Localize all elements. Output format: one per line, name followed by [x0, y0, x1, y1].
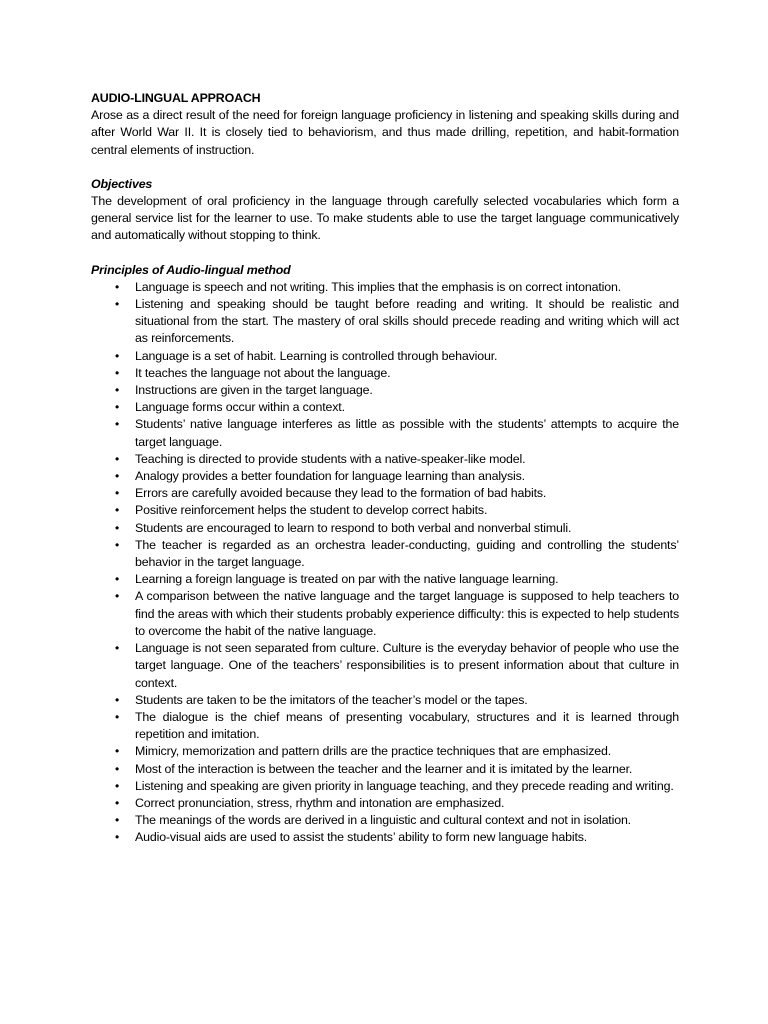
list-item-text: The dialogue is the chief means of presenting vocabulary, structures and it is learned through repetition and imitation.: [135, 709, 679, 742]
intro-paragraph: Arose as a direct result of the need for foreign language proficiency in listening and speaking skills during and after World War II. It is closely tied to behaviorism, and thus made drilling, repetition, and habit-formation central elements of instruction.: [91, 108, 679, 157]
bullet-icon: •: [115, 813, 120, 828]
objectives-heading: Objectives: [91, 176, 153, 191]
list-item: [91, 640, 679, 692]
bullet-icon: •: [115, 537, 120, 552]
list-item-text: Audio-visual aids are used to assist the students’ ability to form new language habits.: [135, 830, 588, 845]
list-item: [91, 812, 679, 829]
list-item: [91, 468, 679, 485]
list-item-text: Listening and speaking are given priority in language teaching, and they precede reading and writing.: [135, 778, 674, 793]
bullet-icon: •: [115, 830, 120, 845]
list-item-text: The teacher is regarded as an orchestra leader-conducting, guiding and controlling the students’ behavior in the target language.: [135, 537, 679, 570]
list-item-text: Analogy provides a better foundation for language learning than analysis.: [135, 469, 525, 484]
bullet-icon: •: [115, 417, 120, 432]
list-item-text: Teaching is directed to provide students with a native-speaker-like model.: [135, 451, 526, 466]
list-item: [91, 279, 679, 296]
bullet-icon: •: [115, 692, 120, 707]
list-item: [91, 399, 679, 416]
bullet-icon: •: [115, 589, 120, 604]
list-item: [91, 795, 679, 812]
bullet-icon: •: [115, 795, 120, 810]
list-item-text: Most of the interaction is between the teacher and the learner and it is imitated by the learner.: [135, 761, 633, 776]
bullet-icon: •: [115, 744, 120, 759]
objectives-paragraph: The development of oral proficiency in the language through carefully selected vocabularies which form a general service list for the learner to use. To make students able to use the target language communicatively and automatically without stopping to think.: [91, 194, 679, 243]
list-item: [91, 692, 679, 709]
bullet-icon: •: [115, 297, 120, 312]
list-item: [91, 296, 679, 348]
list-item: [91, 502, 679, 519]
list-item: [91, 778, 679, 795]
bullet-icon: •: [115, 365, 120, 380]
list-item: [91, 416, 679, 450]
list-item: [91, 829, 679, 846]
bullet-icon: •: [115, 572, 120, 587]
bullet-icon: •: [115, 400, 120, 415]
bullet-icon: •: [115, 761, 120, 776]
list-item-text: Instructions are given in the target language.: [135, 383, 373, 398]
bullet-icon: •: [115, 641, 120, 656]
list-item-text: A comparison between the native language and the target language is supposed to help teachers to find the areas with which their students probably experience difficulty: this is expected to help students to overcome the habit of the native language.: [135, 589, 679, 638]
list-item: [91, 588, 679, 640]
list-item-text: Errors are carefully avoided because they lead to the formation of bad habits.: [135, 486, 547, 501]
list-item-text: Language is not seen separated from culture. Culture is the everyday behavior of people who use the target language. One of the teachers’ responsibilities is to present information about that culture in context.: [135, 641, 679, 690]
bullet-icon: •: [115, 279, 120, 294]
list-item-text: Language forms occur within a context.: [135, 400, 345, 415]
list-item-text: Language is a set of habit. Learning is controlled through behaviour.: [135, 348, 498, 363]
list-item-text: Listening and speaking should be taught before reading and writing. It should be realistic and situational from the start. The mastery of oral skills should precede reading and writing which will act as reinforcements.: [135, 297, 679, 346]
list-item: [91, 520, 679, 537]
list-item-text: Students are encouraged to learn to respond to both verbal and nonverbal stimuli.: [135, 520, 572, 535]
list-item: [91, 537, 679, 571]
bullet-icon: •: [115, 383, 120, 398]
bullet-icon: •: [115, 709, 120, 724]
list-item: [91, 485, 679, 502]
list-item: [91, 382, 679, 399]
list-item-text: Positive reinforcement helps the student to develop correct habits.: [135, 503, 488, 518]
list-item: [91, 709, 679, 743]
list-item: [91, 348, 679, 365]
list-item-text: Learning a foreign language is treated on par with the native language learning.: [135, 572, 559, 587]
list-item-text: Language is speech and not writing. This implies that the emphasis is on correct intonation.: [135, 279, 622, 294]
bullet-icon: •: [115, 503, 120, 518]
list-item-text: It teaches the language not about the language.: [135, 365, 391, 380]
bullet-icon: •: [115, 520, 120, 535]
principles-list: [91, 279, 679, 847]
list-item: [91, 743, 679, 760]
principles-heading: Principles of Audio-lingual method: [91, 262, 291, 277]
list-item-text: Students’ native language interferes as little as possible with the students’ attempts to acquire the target language.: [135, 417, 679, 449]
list-item: [91, 365, 679, 382]
list-item-text: The meanings of the words are derived in a linguistic and cultural context and not in isolation.: [135, 813, 631, 828]
document-title: AUDIO-LINGUAL APPROACH: [91, 91, 261, 105]
list-item: [91, 761, 679, 778]
bullet-icon: •: [115, 451, 120, 466]
list-item-text: Students are taken to be the imitators of the teacher’s model or the tapes.: [135, 692, 528, 707]
list-item: [91, 571, 679, 588]
list-item-text: Correct pronunciation, stress, rhythm and intonation are emphasized.: [135, 795, 505, 810]
list-item: [91, 451, 679, 468]
bullet-icon: •: [115, 486, 120, 501]
bullet-icon: •: [115, 348, 120, 363]
bullet-icon: •: [115, 778, 120, 793]
list-item-text: Mimicry, memorization and pattern drills are the practice techniques that are emphasized.: [135, 744, 612, 759]
bullet-icon: •: [115, 469, 120, 484]
